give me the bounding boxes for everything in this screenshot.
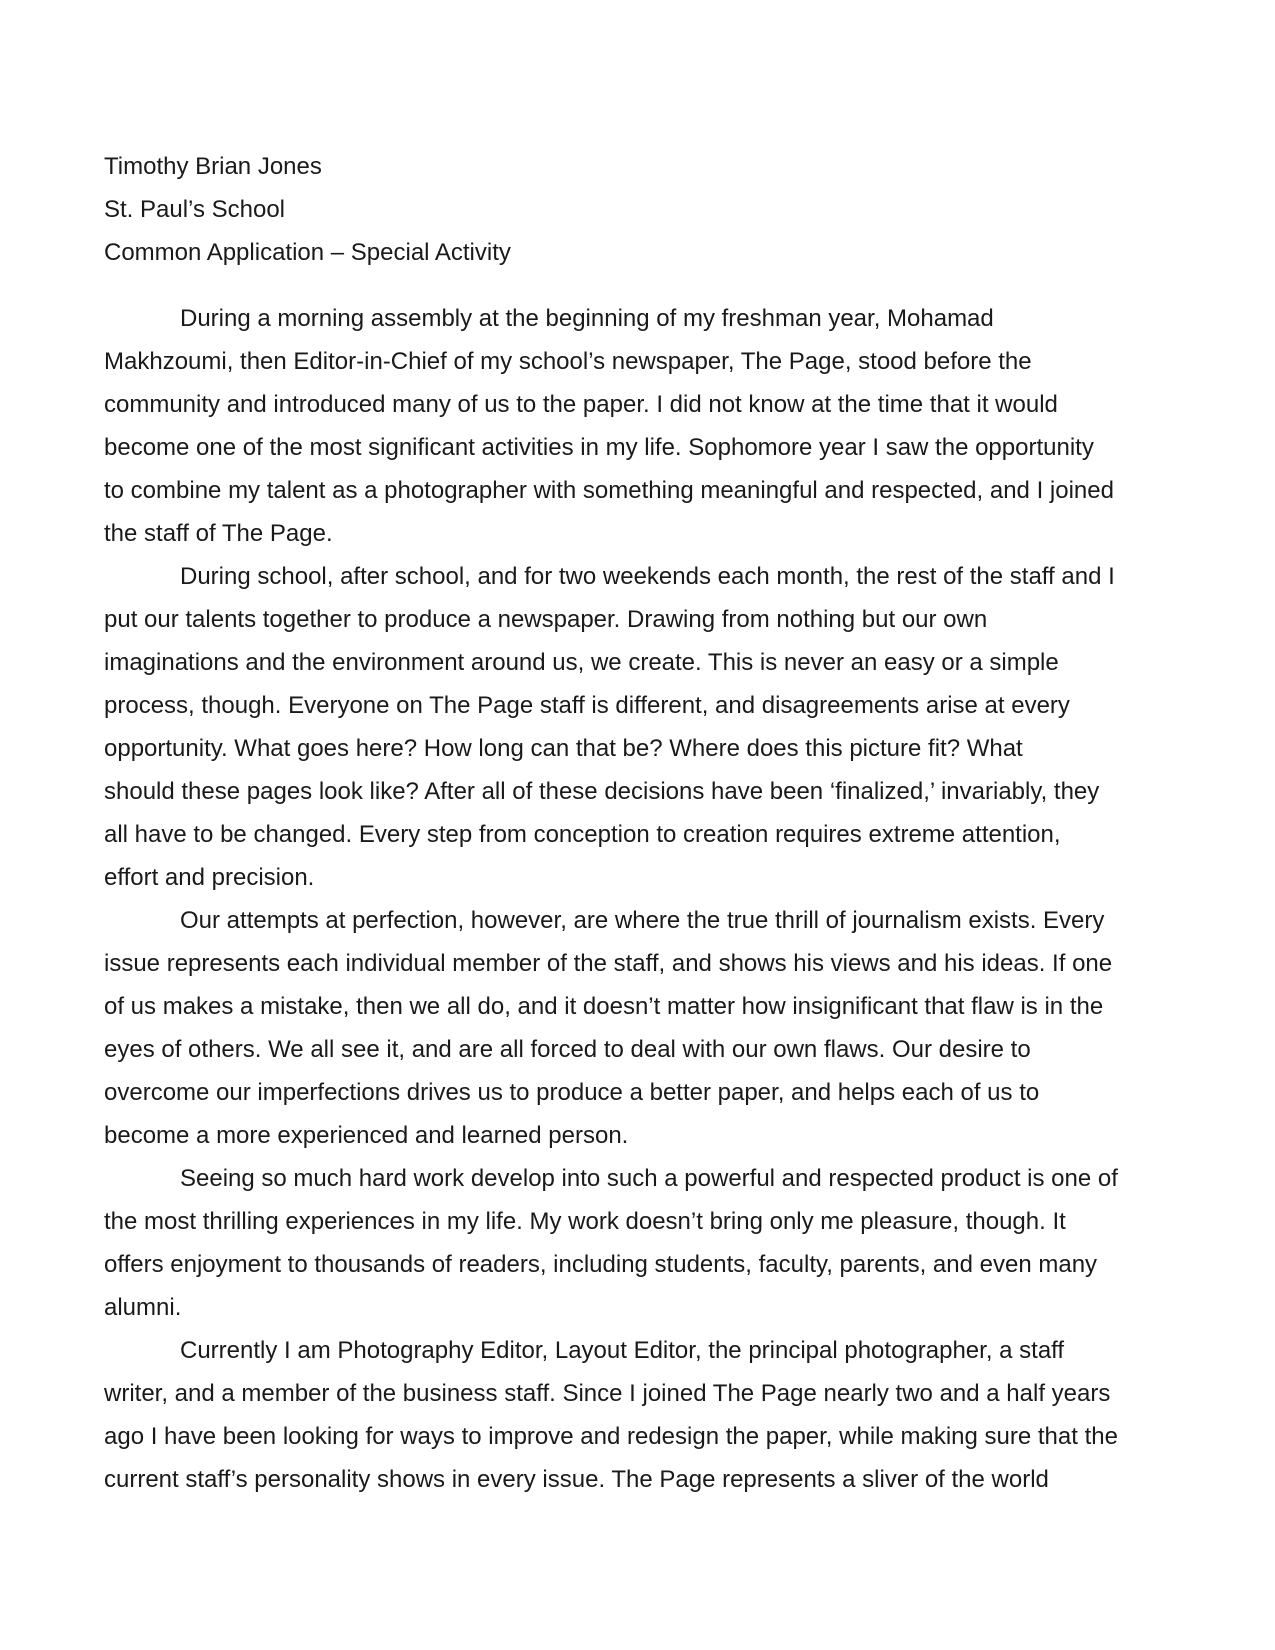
- paragraph-line: to combine my talent as a photographer with something meaningful and respected, and I joined: [104, 477, 1114, 504]
- paragraph-line: become a more experienced and learned person.: [104, 1122, 629, 1149]
- paragraph-line: eyes of others. We all see it, and are all forced to deal with our own flaws. Our desire to: [104, 1036, 1031, 1063]
- paragraph-line: opportunity. What goes here? How long can that be? Where does this picture fit? What: [104, 735, 1023, 762]
- paragraph-line: become one of the most significant activities in my life. Sophomore year I saw the opportunity: [104, 434, 1094, 461]
- author-name: Timothy Brian Jones: [104, 153, 322, 180]
- paragraph-line: community and introduced many of us to the paper. I did not know at the time that it would: [104, 391, 1058, 418]
- paragraph-line: the staff of The Page.: [104, 520, 333, 547]
- paragraph-line: of us makes a mistake, then we all do, and it doesn’t matter how insignificant that flaw is in the: [104, 993, 1104, 1020]
- paragraph-line: should these pages look like? After all of these decisions have been ‘finalized,’ invariably, they: [104, 778, 1100, 805]
- essay-paragraph-3: [104, 899, 1168, 1157]
- paragraph-line: current staff’s personality shows in every issue. The Page represents a sliver of the world: [104, 1466, 1049, 1493]
- essay-paragraph-5: [104, 1329, 1168, 1501]
- paragraph-line: writer, and a member of the business staff. Since I joined The Page nearly two and a half years: [104, 1380, 1111, 1407]
- document-body: [104, 145, 1168, 1501]
- paragraph-line: process, though. Everyone on The Page staff is different, and disagreements arise at every: [104, 692, 1070, 719]
- essay-paragraph-4: [104, 1157, 1168, 1329]
- paragraph-line: all have to be changed. Every step from conception to creation requires extreme attention,: [104, 821, 1061, 848]
- paragraph-line: imaginations and the environment around us, we create. This is never an easy or a simple: [104, 649, 1059, 676]
- paragraph-line: During a morning assembly at the beginning of my freshman year, Mohamad: [180, 305, 994, 332]
- essay-paragraph-1: [104, 297, 1168, 555]
- school-name: St. Paul’s School: [104, 196, 285, 223]
- paragraph-line: During school, after school, and for two weekends each month, the rest of the staff and I: [180, 563, 1115, 590]
- paragraph-line: offers enjoyment to thousands of readers, including students, faculty, parents, and even many: [104, 1251, 1098, 1278]
- document-header: [104, 145, 1168, 274]
- essay-text: [104, 297, 1168, 1501]
- paragraph-line: the most thrilling experiences in my life. My work doesn’t bring only me pleasure, though. It: [104, 1208, 1066, 1235]
- paragraph-line: issue represents each individual member of the staff, and shows his views and his ideas. If one: [104, 950, 1113, 977]
- paragraph-line: Makhzoumi, then Editor-in-Chief of my school’s newspaper, The Page, stood before the: [104, 348, 1032, 375]
- paragraph-line: alumni.: [104, 1294, 182, 1321]
- essay-paragraph-2: [104, 555, 1168, 899]
- paragraph-line: overcome our imperfections drives us to produce a better paper, and helps each of us to: [104, 1079, 1040, 1106]
- paragraph-line: put our talents together to produce a newspaper. Drawing from nothing but our own: [104, 606, 988, 633]
- paragraph-line: Currently I am Photography Editor, Layout Editor, the principal photographer, a staff: [180, 1337, 1065, 1364]
- paragraph-line: Seeing so much hard work develop into such a powerful and respected product is one of: [180, 1165, 1118, 1192]
- paragraph-line: Our attempts at perfection, however, are where the true thrill of journalism exists. Every: [180, 907, 1105, 934]
- paragraph-line: ago I have been looking for ways to improve and redesign the paper, while making sure that the: [104, 1423, 1118, 1450]
- essay-subject: Common Application – Special Activity: [104, 239, 511, 266]
- paragraph-line: effort and precision.: [104, 864, 315, 891]
